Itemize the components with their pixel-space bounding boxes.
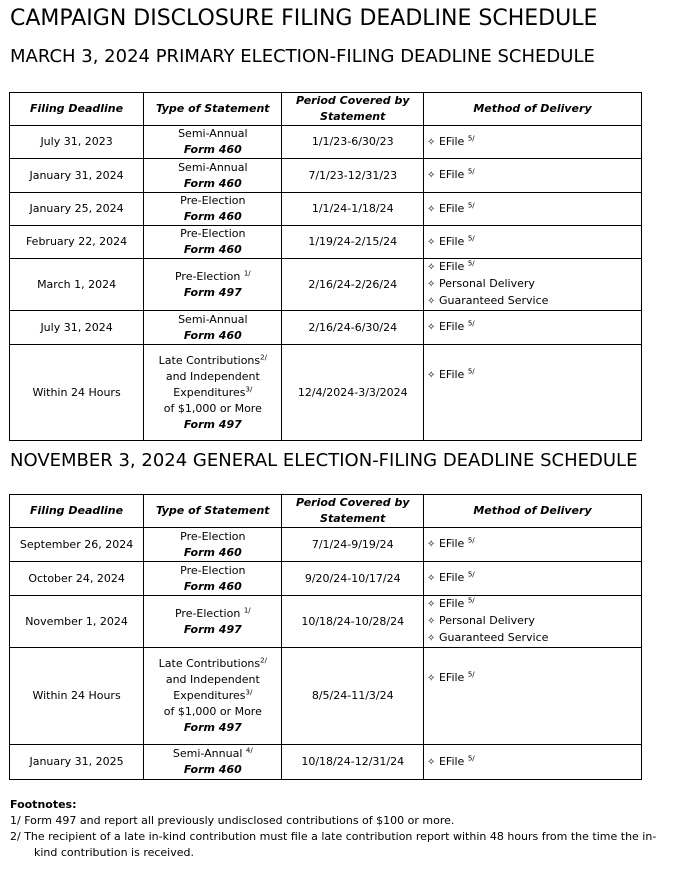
delivery-method-item xyxy=(427,613,638,630)
delivery-method-item xyxy=(427,596,638,613)
header-period-covered: Period Covered by Statement xyxy=(282,93,423,126)
delivery-method-label: EFile xyxy=(438,597,465,610)
footnote-ref: 1/ xyxy=(243,268,251,277)
delivery-method-label: EFile xyxy=(438,671,465,684)
four-pointed-star-icon: ✧ xyxy=(426,262,436,273)
delivery-method-label: EFile xyxy=(438,168,465,181)
statement-type-text: Pre-Election xyxy=(174,269,241,283)
footnote-ref: 5/ xyxy=(467,670,475,679)
four-pointed-star-icon: ✧ xyxy=(426,370,436,381)
delivery-method-item xyxy=(427,234,638,251)
statement-type-line xyxy=(147,193,278,209)
four-pointed-star-icon: ✧ xyxy=(426,203,436,215)
four-pointed-star-icon: ✧ xyxy=(426,279,436,290)
delivery-method-cell xyxy=(423,648,641,745)
threshold-line: of $1,000 or More xyxy=(163,401,262,415)
delivery-method-label: Guaranteed Service xyxy=(438,294,549,307)
header-type-of-statement: Type of Statement xyxy=(144,495,282,528)
header-period-covered: Period Covered by Statement xyxy=(282,495,423,528)
general-subtitle: NOVEMBER 3, 2024 GENERAL ELECTION-FILING DEADLINE SCHEDULE xyxy=(10,450,638,471)
header-filing-deadline: Filing Deadline xyxy=(10,93,144,126)
header-filing-deadline: Filing Deadline xyxy=(10,495,144,528)
table-row xyxy=(10,562,642,596)
statement-type-cell xyxy=(144,562,282,596)
independent-line: and Independent xyxy=(165,673,260,686)
four-pointed-star-icon: ✧ xyxy=(426,170,436,181)
statement-type-line xyxy=(147,529,278,545)
statement-type-text: Semi-Annual xyxy=(178,127,248,140)
filing-deadline-cell: January 31, 2024 xyxy=(10,159,144,193)
delivery-method-cell xyxy=(423,345,641,441)
footnote-ref: 5/ xyxy=(467,200,475,209)
delivery-method-cell xyxy=(423,226,641,259)
header-method-of-delivery: Method of Delivery xyxy=(423,93,641,126)
four-pointed-star-icon: ✧ xyxy=(426,136,436,148)
filing-deadline-cell: Within 24 Hours xyxy=(10,345,144,441)
delivery-method-cell xyxy=(423,596,641,648)
four-pointed-star-icon: ✧ xyxy=(426,236,436,248)
form-number: Form 497 xyxy=(183,622,242,636)
four-pointed-star-icon: ✧ xyxy=(426,633,436,644)
period-covered-cell: 9/20/24-10/17/24 xyxy=(282,562,423,596)
table-row xyxy=(10,259,642,311)
footnote-ref: 1/ xyxy=(243,605,251,614)
form-number: Form 460 xyxy=(183,243,242,256)
footnote-ref: 5/ xyxy=(467,133,475,142)
delivery-method-item xyxy=(427,570,638,587)
expenditures-text: Expenditures xyxy=(173,689,246,702)
statement-type-line xyxy=(147,269,278,285)
delivery-method-cell xyxy=(423,193,641,226)
four-pointed-star-icon: ✧ xyxy=(426,673,436,684)
page-title: CAMPAIGN DISCLOSURE FILING DEADLINE SCHEDULE xyxy=(10,6,598,31)
footnote-2: 2/ The recipient of a late in-kind contribution must file a late contribution report within 48 hours from the time the in- xyxy=(10,830,657,843)
delivery-method-cell xyxy=(423,311,641,345)
footnote-ref: 5/ xyxy=(467,319,475,328)
period-covered-cell: 7/1/23-12/31/23 xyxy=(282,159,423,193)
form-number: Form 497 xyxy=(183,285,242,299)
statement-type-line xyxy=(147,126,278,142)
four-pointed-star-icon: ✧ xyxy=(426,296,436,307)
delivery-method-item xyxy=(427,293,638,310)
period-covered-cell: 2/16/24-2/26/24 xyxy=(282,259,423,311)
filing-deadline-cell: July 31, 2023 xyxy=(10,126,144,159)
form-number: Form 460 xyxy=(183,176,242,190)
late-contrib-line xyxy=(147,656,278,672)
delivery-method-cell xyxy=(423,259,641,311)
four-pointed-star-icon: ✧ xyxy=(426,756,436,768)
statement-type-line xyxy=(147,563,278,579)
expenditures-text: Expenditures xyxy=(173,385,246,399)
form-number: Form 497 xyxy=(183,721,242,734)
table-row xyxy=(10,596,642,648)
expenditures-line xyxy=(147,385,278,401)
table-row xyxy=(10,345,642,441)
delivery-method-label: EFile xyxy=(438,754,465,768)
footnote-2-continued: kind contribution is received. xyxy=(34,846,194,859)
delivery-method-label: EFile xyxy=(438,134,465,148)
period-covered-cell: 12/4/2024-3/3/2024 xyxy=(282,345,423,441)
delivery-method-label: Personal Delivery xyxy=(438,277,535,290)
footnote-1: 1/ Form 497 and report all previously undisclosed contributions of $100 or more. xyxy=(10,814,455,827)
late-contrib-line xyxy=(147,353,278,369)
statement-type-text: Pre-Election xyxy=(180,529,246,543)
footnote-ref: 3/ xyxy=(245,384,253,393)
delivery-method-item xyxy=(427,276,638,293)
delivery-method-label: EFile xyxy=(438,234,465,248)
statement-type-cell xyxy=(144,745,282,780)
statement-type-text: Pre-Election xyxy=(180,563,246,577)
four-pointed-star-icon: ✧ xyxy=(426,539,436,550)
delivery-method-item xyxy=(427,536,638,553)
statement-type-cell xyxy=(144,528,282,562)
footnotes-heading: Footnotes: xyxy=(10,798,77,811)
delivery-method-cell xyxy=(423,562,641,596)
filing-deadline-cell: January 31, 2025 xyxy=(10,745,144,780)
four-pointed-star-icon: ✧ xyxy=(426,599,436,610)
statement-type-text: Semi-Annual xyxy=(172,747,243,760)
period-covered-cell: 2/16/24-6/30/24 xyxy=(282,311,423,345)
filing-deadline-cell: September 26, 2024 xyxy=(10,528,144,562)
statement-type-text: Semi-Annual xyxy=(178,160,248,174)
delivery-method-item xyxy=(427,201,638,218)
filing-deadline-cell: October 24, 2024 xyxy=(10,562,144,596)
delivery-method-cell xyxy=(423,745,641,780)
statement-type-cell xyxy=(144,193,282,226)
footnote-ref: 5/ xyxy=(467,570,475,579)
filing-deadline-cell: January 25, 2024 xyxy=(10,193,144,226)
statement-type-line xyxy=(147,606,278,622)
form-number: Form 460 xyxy=(183,328,242,342)
four-pointed-star-icon: ✧ xyxy=(426,616,436,627)
delivery-method-label: EFile xyxy=(438,368,465,381)
delivery-method-label: Personal Delivery xyxy=(438,614,535,627)
delivery-method-label: EFile xyxy=(438,201,465,215)
period-covered-cell: 10/18/24-10/28/24 xyxy=(282,596,423,648)
header-method-of-delivery: Method of Delivery xyxy=(423,495,641,528)
table-row xyxy=(10,193,642,226)
threshold-line: of $1,000 or More xyxy=(163,705,262,718)
table-row xyxy=(10,126,642,159)
footnote-ref: 4/ xyxy=(245,746,253,755)
statement-type-cell xyxy=(144,259,282,311)
delivery-method-item xyxy=(427,630,638,647)
table-row xyxy=(10,226,642,259)
footnote-ref: 5/ xyxy=(467,753,475,762)
statement-type-line xyxy=(147,160,278,176)
primary-schedule-table xyxy=(9,92,642,441)
delivery-method-item xyxy=(427,754,638,771)
period-covered-cell: 10/18/24-12/31/24 xyxy=(282,745,423,780)
table-row xyxy=(10,311,642,345)
footnote-ref: 2/ xyxy=(260,656,267,665)
statement-type-line xyxy=(147,312,278,328)
primary-subtitle: MARCH 3, 2024 PRIMARY ELECTION-FILING DEADLINE SCHEDULE xyxy=(10,46,595,67)
delivery-method-item xyxy=(427,259,638,276)
expenditures-line xyxy=(147,688,278,704)
delivery-method-item xyxy=(427,367,638,384)
delivery-method-item xyxy=(427,134,638,151)
late-contrib-text: Late Contributions xyxy=(158,353,261,367)
footnote-ref: 5/ xyxy=(467,167,475,176)
statement-type-text: Semi-Annual xyxy=(178,312,248,326)
statement-type-cell xyxy=(144,311,282,345)
delivery-method-item xyxy=(427,319,638,336)
table-row xyxy=(10,528,642,562)
table-row xyxy=(10,648,642,745)
statement-type-cell xyxy=(144,126,282,159)
delivery-method-item xyxy=(427,167,638,184)
footnote-ref: 5/ xyxy=(467,536,475,545)
late-contrib-text: Late Contributions xyxy=(158,657,261,670)
statement-type-cell xyxy=(144,159,282,193)
statement-type-cell xyxy=(144,596,282,648)
footnote-ref: 5/ xyxy=(467,259,475,268)
period-covered-cell: 7/1/24-9/19/24 xyxy=(282,528,423,562)
footnotes xyxy=(10,797,670,861)
period-covered-cell: 1/19/24-2/15/24 xyxy=(282,226,423,259)
filing-deadline-cell: Within 24 Hours xyxy=(10,648,144,745)
statement-type-text: Pre-Election xyxy=(174,606,241,620)
delivery-method-cell xyxy=(423,159,641,193)
header-type-of-statement: Type of Statement xyxy=(144,93,282,126)
independent-line: and Independent xyxy=(165,369,260,383)
delivery-method-cell xyxy=(423,126,641,159)
table-row xyxy=(10,159,642,193)
footnote-ref: 5/ xyxy=(467,367,475,376)
delivery-method-item xyxy=(427,670,638,687)
statement-type-line xyxy=(147,226,278,242)
form-number: Form 497 xyxy=(183,417,242,431)
statement-type-cell xyxy=(144,345,282,441)
statement-type-text: Pre-Election xyxy=(180,194,246,207)
filing-deadline-cell: March 1, 2024 xyxy=(10,259,144,311)
form-number: Form 460 xyxy=(183,143,242,156)
footnote-ref: 3/ xyxy=(245,688,253,697)
footnote-ref: 2/ xyxy=(260,352,267,361)
delivery-method-label: EFile xyxy=(438,320,465,333)
footnote-ref: 5/ xyxy=(467,596,475,605)
delivery-method-label: EFile xyxy=(438,260,465,273)
statement-type-cell xyxy=(144,226,282,259)
delivery-method-label: Guaranteed Service xyxy=(438,631,549,644)
statement-type-line xyxy=(147,746,278,762)
period-covered-cell: 1/1/23-6/30/23 xyxy=(282,126,423,159)
delivery-method-label: EFile xyxy=(438,571,465,584)
delivery-method-label: EFile xyxy=(438,537,465,550)
delivery-method-cell xyxy=(423,528,641,562)
period-covered-cell: 1/1/24-1/18/24 xyxy=(282,193,423,226)
form-number: Form 460 xyxy=(183,763,242,776)
form-number: Form 460 xyxy=(183,210,242,223)
statement-type-cell xyxy=(144,648,282,745)
four-pointed-star-icon: ✧ xyxy=(426,573,436,584)
general-schedule-table xyxy=(9,494,642,780)
filing-deadline-cell: November 1, 2024 xyxy=(10,596,144,648)
table-row xyxy=(10,745,642,780)
filing-deadline-cell: February 22, 2024 xyxy=(10,226,144,259)
period-covered-cell: 8/5/24-11/3/24 xyxy=(282,648,423,745)
table-header-row xyxy=(10,495,642,528)
form-number: Form 460 xyxy=(183,545,242,559)
filing-deadline-cell: July 31, 2024 xyxy=(10,311,144,345)
form-number: Form 460 xyxy=(183,579,242,593)
four-pointed-star-icon: ✧ xyxy=(426,322,436,333)
statement-type-text: Pre-Election xyxy=(180,227,246,240)
footnote-ref: 5/ xyxy=(467,233,475,242)
table-header-row xyxy=(10,93,642,126)
